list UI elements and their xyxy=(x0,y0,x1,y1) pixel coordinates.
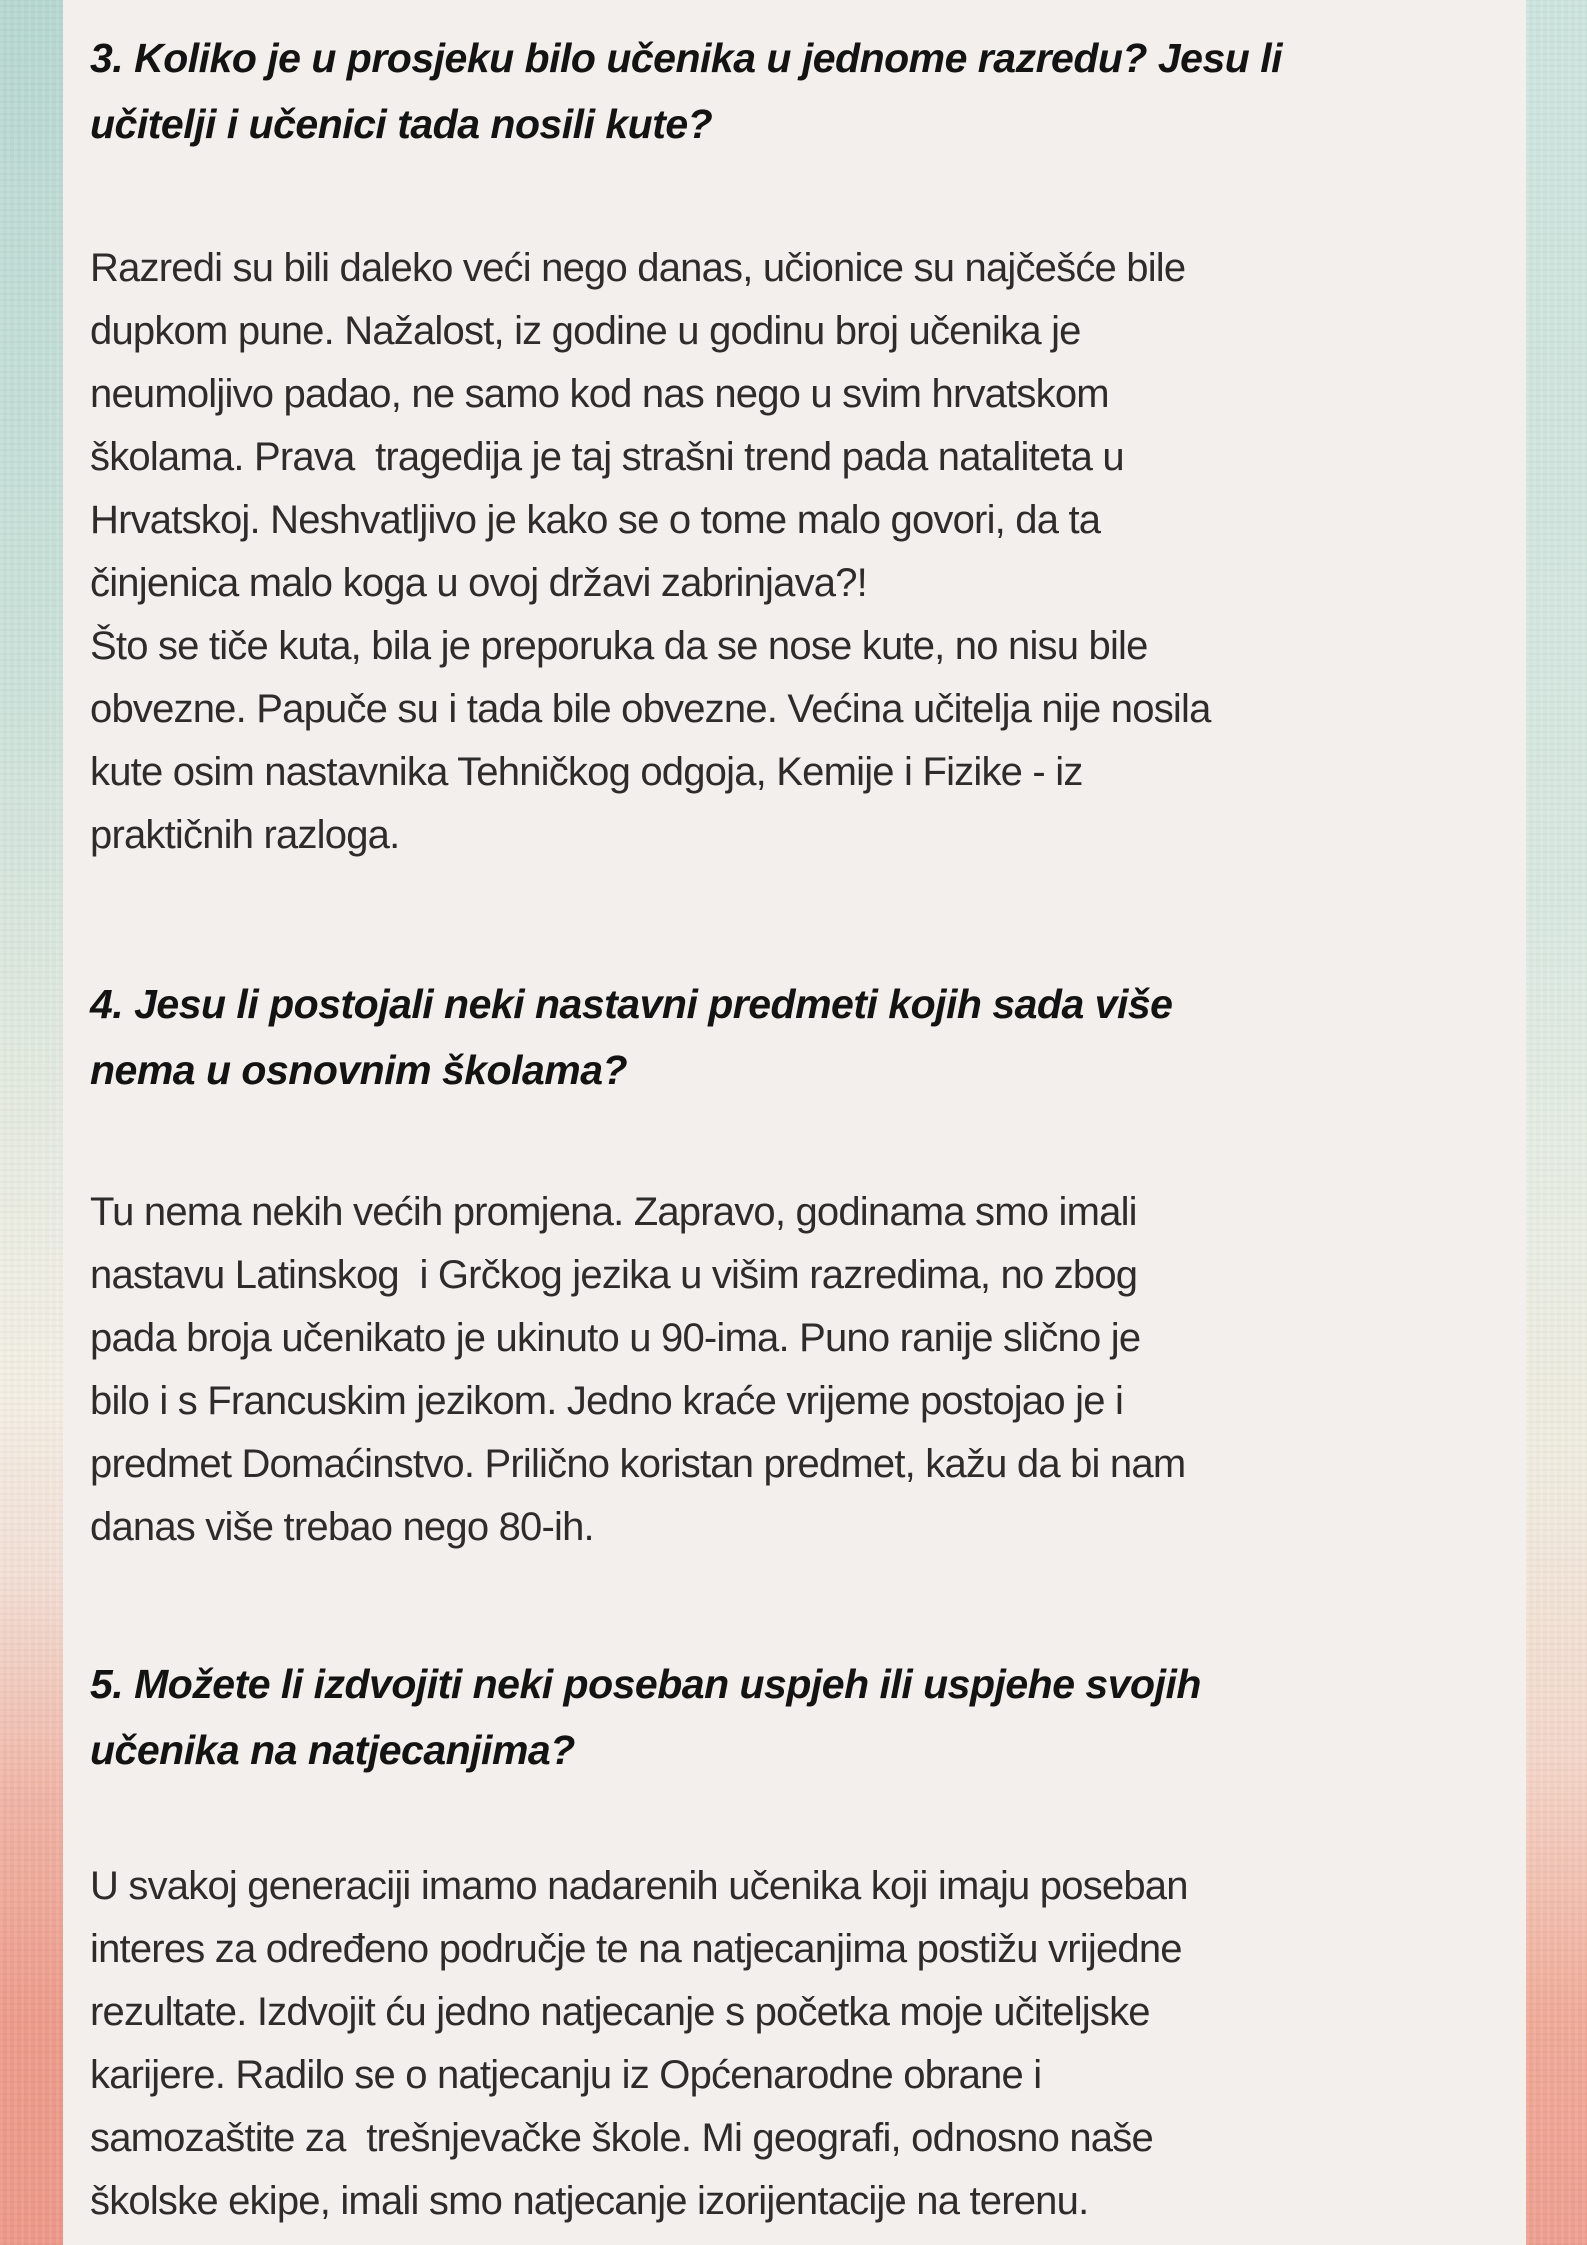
text-line: kute osim nastavnika Tehničkog odgoja, Kemije i Fizike - iz xyxy=(90,750,1083,794)
page-content xyxy=(90,25,1530,2233)
text-line: nastavu Latinskog i Grčkog jezika u višim razredima, no zbog xyxy=(90,1253,1138,1297)
question-3-heading xyxy=(90,25,1530,157)
question-3-answer xyxy=(90,237,1530,867)
text-line: pada broja učenikato je ukinuto u 90-ima. Puno ranije slično je xyxy=(90,1316,1141,1360)
question-4-heading xyxy=(90,971,1530,1103)
watercolor-border-left xyxy=(0,0,63,2245)
text-line: Hrvatskoj. Neshvatljivo je kako se o tome malo govori, da ta xyxy=(90,498,1101,542)
heading-line: 5. Možete li izdvojiti neki poseban uspjeh ili uspjehe svojih xyxy=(90,1661,1201,1707)
text-line: neumoljivo padao, ne samo kod nas nego u svim hrvatskom xyxy=(90,372,1109,416)
text-line: školama. Prava tragedija je taj strašni trend pada nataliteta u xyxy=(90,435,1124,479)
text-line: činjenica malo koga u ovoj državi zabrinjava?! xyxy=(90,561,867,605)
text-line: U svakoj generaciji imamo nadarenih učenika koji imaju poseban xyxy=(90,1864,1188,1908)
text-line: samozaštite za trešnjevačke škole. Mi geografi, odnosno naše xyxy=(90,2116,1153,2160)
text-line: rezultate. Izdvojit ću jedno natjecanje s početka moje učiteljske xyxy=(90,1990,1150,2034)
text-line: predmet Domaćinstvo. Prilično koristan predmet, kažu da bi nam xyxy=(90,1442,1186,1486)
text-line: bilo i s Francuskim jezikom. Jedno kraće vrijeme postojao je i xyxy=(90,1379,1124,1423)
heading-line: učenika na natjecanjima? xyxy=(90,1727,575,1773)
heading-line: 4. Jesu li postojali neki nastavni predmeti kojih sada više xyxy=(90,981,1173,1027)
heading-line: nema u osnovnim školama? xyxy=(90,1047,628,1093)
question-5-heading xyxy=(90,1651,1530,1783)
text-line: interes za određeno područje te na natjecanjima postižu vrijedne xyxy=(90,1927,1182,1971)
text-line: školske ekipe, imali smo natjecanje izorijentacije na terenu. xyxy=(90,2179,1089,2223)
text-line: praktičnih razloga. xyxy=(90,813,400,857)
text-line: Razredi su bili daleko veći nego danas, učionice su najčešće bile xyxy=(90,246,1186,290)
question-4-answer xyxy=(90,1181,1530,1559)
text-line: Što se tiče kuta, bila je preporuka da se nose kute, no nisu bile xyxy=(90,624,1148,668)
text-line: karijere. Radilo se o natjecanju iz Općenarodne obrane i xyxy=(90,2053,1042,2097)
text-line: obvezne. Papuče su i tada bile obvezne. Većina učitelja nije nosila xyxy=(90,687,1211,731)
watercolor-border-right xyxy=(1526,0,1587,2245)
text-line: dupkom pune. Nažalost, iz godine u godinu broj učenika je xyxy=(90,309,1081,353)
heading-line: učitelji i učenici tada nosili kute? xyxy=(90,101,713,147)
text-line: Tu nema nekih većih promjena. Zapravo, godinama smo imali xyxy=(90,1190,1137,1234)
text-line: danas više trebao nego 80-ih. xyxy=(90,1505,594,1549)
question-5-answer xyxy=(90,1855,1530,2233)
heading-line: 3. Koliko je u prosjeku bilo učenika u jednome razredu? Jesu li xyxy=(90,35,1282,81)
